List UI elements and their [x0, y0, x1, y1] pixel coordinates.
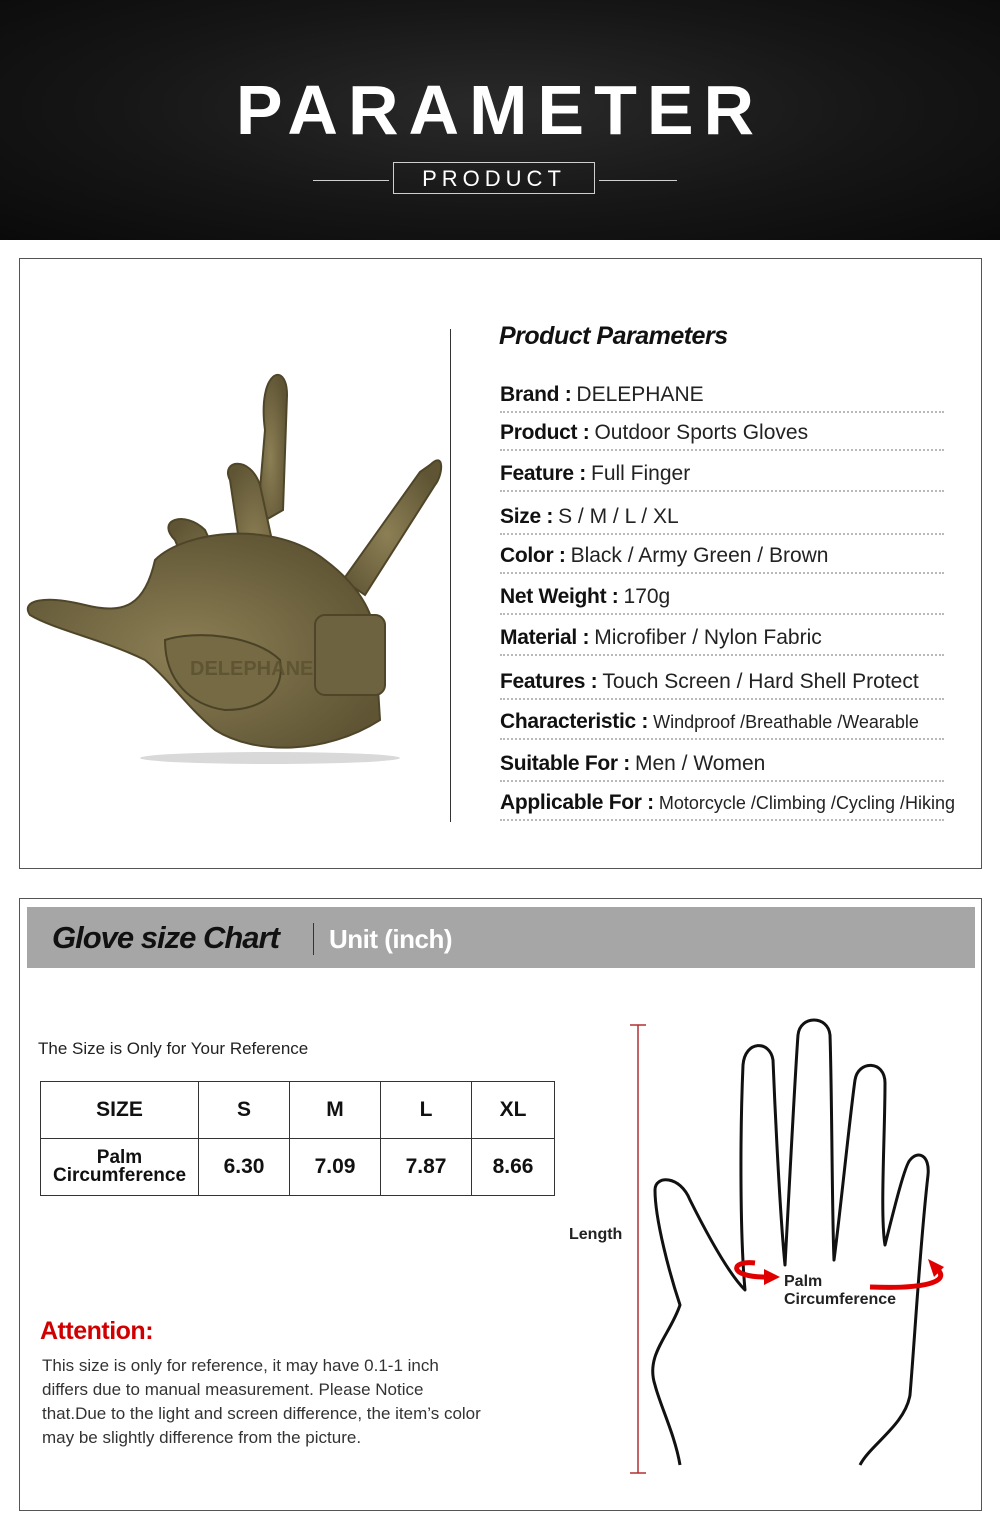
- param-row: [500, 710, 944, 740]
- table-header-cell: XL: [472, 1082, 555, 1139]
- banner-right-line: [599, 180, 677, 181]
- table-cell: 6.30: [199, 1139, 290, 1196]
- param-key: Brand :: [500, 383, 572, 406]
- glove-product-image: [25, 360, 445, 780]
- size-chart-header: [27, 907, 975, 968]
- banner-title: PARAMETER: [235, 71, 765, 149]
- header-separator: [313, 923, 314, 955]
- param-row: [500, 505, 944, 535]
- palm-label-line1: Palm: [784, 1273, 823, 1290]
- param-value: Microfiber / Nylon Fabric: [594, 626, 822, 649]
- table-cell: 7.09: [290, 1139, 381, 1196]
- banner-subtitle: PRODUCT: [393, 162, 595, 194]
- table-cell: 7.87: [381, 1139, 472, 1196]
- param-value: Windproof /Breathable /Wearable: [653, 712, 919, 732]
- param-row: [500, 383, 944, 413]
- param-key: Material :: [500, 626, 590, 649]
- table-header-cell: M: [290, 1082, 381, 1139]
- length-label: Length: [569, 1226, 623, 1243]
- attention-text: This size is only for reference, it may have 0.1-1 inch differs due to manual measurement. Please Notice that.Due to the light and screen difference, the item’s color may be slightly difference from the picture.: [42, 1356, 481, 1447]
- param-key: Applicable For :: [500, 791, 654, 814]
- param-row: [500, 752, 944, 782]
- param-key: Feature :: [500, 462, 586, 485]
- param-value: 170g: [623, 585, 671, 608]
- header-banner: [0, 0, 1000, 240]
- product-parameters-heading: Product Parameters: [499, 322, 728, 350]
- row-label-line1: Palm: [96, 1147, 143, 1168]
- palm-circumference-label: [784, 1273, 896, 1309]
- param-value: DELEPHANE: [576, 383, 704, 406]
- param-key: Product :: [500, 421, 590, 444]
- param-value: Full Finger: [591, 462, 691, 485]
- param-row: [500, 670, 944, 700]
- param-key: Color :: [500, 544, 566, 567]
- param-row: [500, 791, 955, 821]
- size-chart-unit: Unit (inch): [329, 924, 453, 954]
- hand-outline: [653, 1020, 929, 1465]
- param-row: [500, 544, 944, 574]
- table-row: [41, 1082, 555, 1139]
- table-row: [41, 1139, 555, 1196]
- hand-measure-diagram: [560, 1015, 960, 1480]
- row-label-line2: Circumference: [52, 1165, 187, 1186]
- param-key: Net Weight :: [500, 585, 619, 608]
- attention-title: Attention:: [40, 1317, 154, 1345]
- table-header-cell: SIZE: [41, 1082, 199, 1139]
- param-value: Touch Screen / Hard Shell Protect: [602, 670, 919, 693]
- param-row: [500, 626, 944, 656]
- param-row: [500, 585, 944, 615]
- palm-label-line2: Circumference: [784, 1291, 897, 1308]
- param-key: Suitable For :: [500, 752, 630, 775]
- row-label-cell: [41, 1139, 199, 1196]
- panel-divider: [450, 329, 451, 822]
- size-chart-title: Glove size Chart: [52, 920, 279, 955]
- param-value: Motorcycle /Climbing /Cycling /Hiking: [658, 793, 955, 813]
- table-cell: 8.66: [472, 1139, 555, 1196]
- table-header-cell: S: [199, 1082, 290, 1139]
- param-key: Features :: [500, 670, 598, 693]
- reference-note: The Size is Only for Your Reference: [38, 1039, 309, 1058]
- param-value: Black / Army Green / Brown: [570, 544, 829, 567]
- param-value: Outdoor Sports Gloves: [594, 421, 809, 444]
- param-key: Characteristic :: [500, 710, 649, 733]
- param-key: Size :: [500, 505, 554, 528]
- param-row: [500, 421, 944, 451]
- palm-arrow-left: [737, 1263, 765, 1277]
- param-row: [500, 462, 944, 492]
- banner-left-line: [313, 180, 389, 181]
- param-value: S / M / L / XL: [558, 505, 679, 528]
- param-value: Men / Women: [634, 752, 766, 775]
- glove-watermark: DELEPHANE: [190, 658, 314, 680]
- table-header-cell: L: [381, 1082, 472, 1139]
- size-table: [40, 1081, 555, 1196]
